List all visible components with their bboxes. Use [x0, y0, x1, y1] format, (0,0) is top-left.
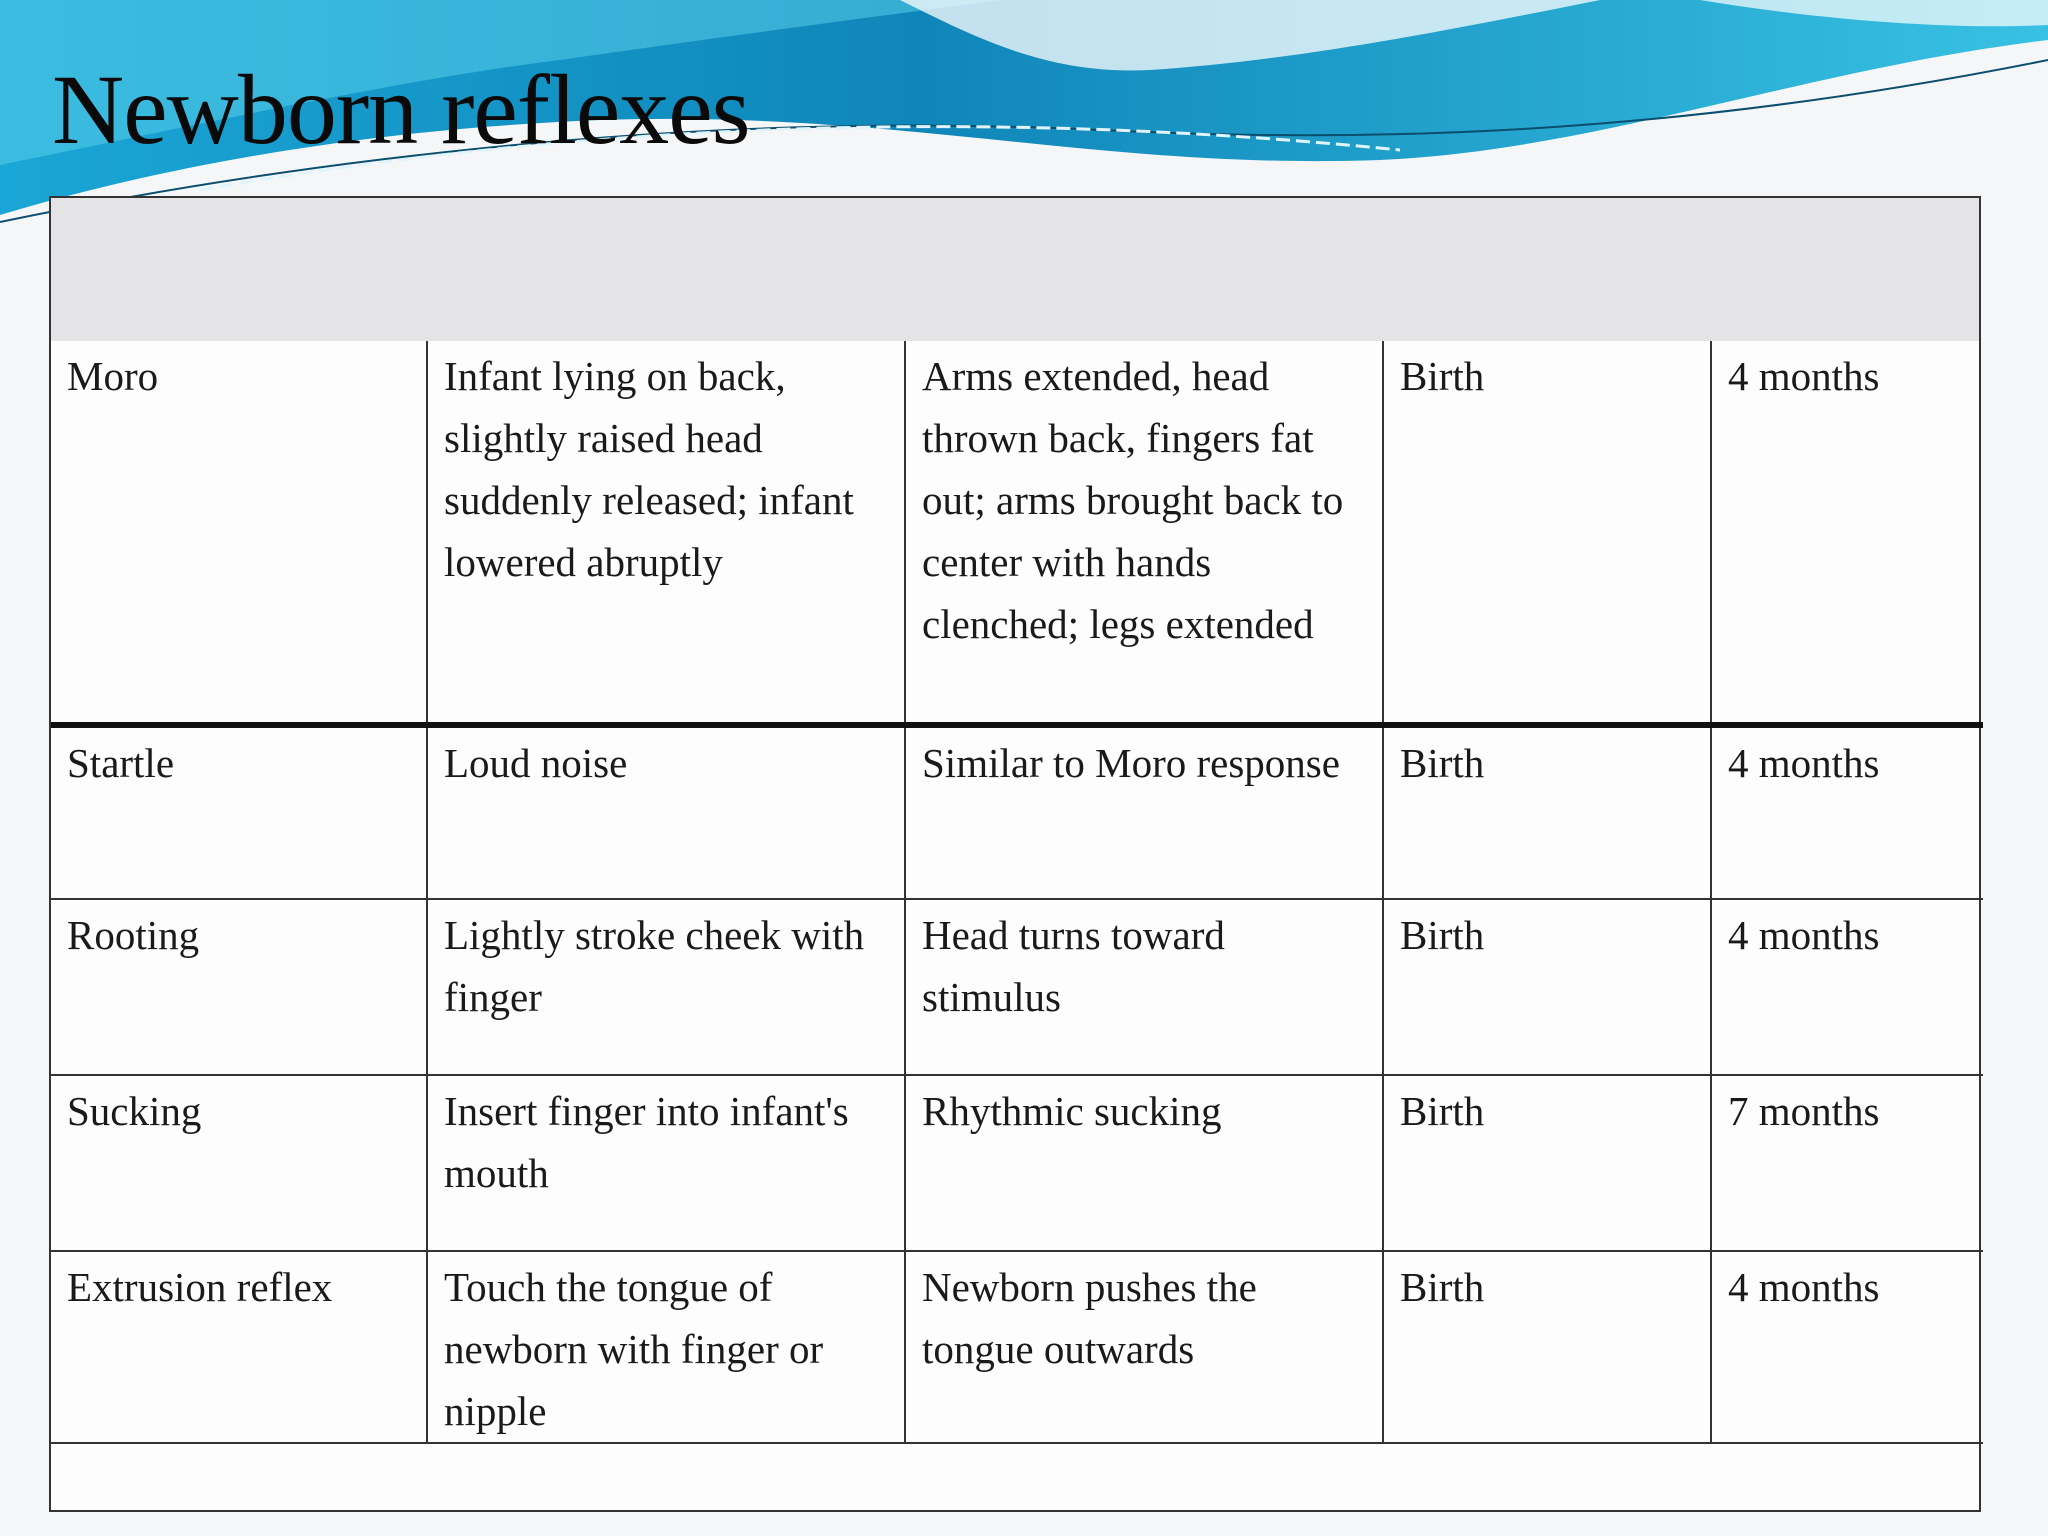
cell-reflex: Startle — [51, 725, 427, 899]
cell-stimulus: Loud noise — [427, 725, 905, 899]
cell-stimulus: Infant lying on back, slightly raised head suddenly released; infant lowered abruptly — [427, 341, 905, 725]
cell-response: Arms extended, head thrown back, fingers fat out; arms brought back to center with hands clenched; legs extended — [905, 341, 1383, 725]
cell-disappears: 4 months — [1711, 1251, 1983, 1443]
table-row — [51, 899, 1983, 1075]
cell-response: Similar to Moro response — [905, 725, 1383, 899]
cell-response: Newborn pushes the tongue outwards — [905, 1251, 1383, 1443]
cell-reflex: Moro — [51, 341, 427, 725]
slide-title: Newborn reflexes — [52, 54, 750, 165]
cell-appears: Birth — [1383, 725, 1711, 899]
cell-appears: Birth — [1383, 1075, 1711, 1251]
cell-response: Rhythmic sucking — [905, 1075, 1383, 1251]
cell-appears: Birth — [1383, 341, 1711, 725]
reflex-table — [51, 341, 1983, 1523]
cell-reflex: Sucking — [51, 1075, 427, 1251]
reflex-table-frame — [49, 196, 1981, 1512]
cell-disappears: 4 months — [1711, 725, 1983, 899]
cell-appears: Birth — [1383, 899, 1711, 1075]
cell-disappears: 4 months — [1711, 341, 1983, 725]
cell-reflex: Rooting — [51, 899, 427, 1075]
cell-stimulus: Touch the tongue of newborn with finger or nipple — [427, 1251, 905, 1443]
cell-stimulus: Lightly stroke cheek with finger — [427, 899, 905, 1075]
cell-empty — [51, 1443, 1983, 1523]
table-row — [51, 1075, 1983, 1251]
table-empty-row — [51, 1443, 1983, 1523]
table-row — [51, 341, 1983, 725]
cell-stimulus: Insert finger into infant's mouth — [427, 1075, 905, 1251]
cell-disappears: 4 months — [1711, 899, 1983, 1075]
cell-appears: Birth — [1383, 1251, 1711, 1443]
table-row — [51, 725, 1983, 899]
cell-reflex: Extrusion reflex — [51, 1251, 427, 1443]
table-row — [51, 1251, 1983, 1443]
cell-disappears: 7 months — [1711, 1075, 1983, 1251]
table-header-band — [51, 198, 1979, 341]
cell-response: Head turns toward stimulus — [905, 899, 1383, 1075]
